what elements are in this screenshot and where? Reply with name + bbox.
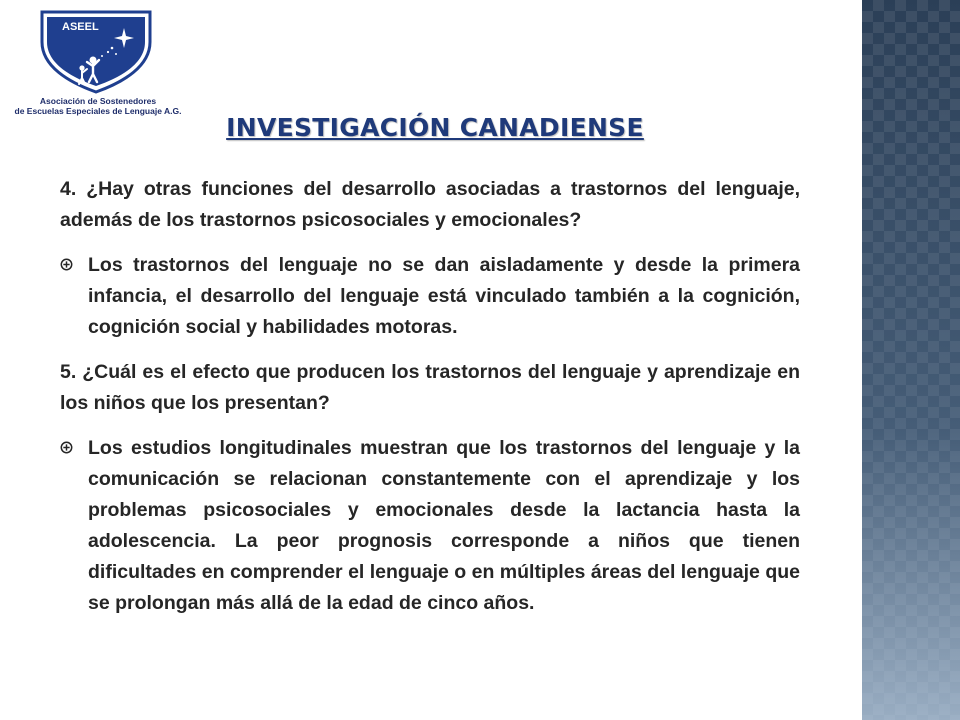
org-name-line-1: Asociación de Sostenedores [39,96,157,106]
slide-content [60,174,800,633]
circled-plus-icon [60,258,73,271]
slide-title: INVESTIGACIÓN CANADIENSE [226,113,644,142]
aseel-logo [8,8,188,126]
question-5: 5. ¿Cuál es el efecto que producen los trastornos del lenguaje y aprendizaje en los niños que los presentan? [60,361,800,414]
answer-5-text: Los estudios longitudinales muestran que los trastornos del lenguaje y la comunicación se relacionan constantemente con el aprendizaje y los problemas psicosociales y emocionales desde la lactancia hasta la adolescencia. La peor prognosis corresponde a niños que tienen dificultades en comprender el lenguaje o en múltiples áreas del lenguaje que se prolongan más allá de la edad de cinco años. [88,437,800,614]
answer-5 [60,433,800,619]
logo-acronym: ASEEL [62,21,99,33]
answer-4 [60,250,800,343]
decorative-side-gradient [862,0,960,720]
question-4: 4. ¿Hay otras funciones del desarrollo asociadas a trastornos del lenguaje, además de los trastornos psicosociales y emocionales? [60,178,800,231]
shield-logo-icon [36,8,156,94]
circled-plus-icon [60,441,73,454]
organization-name [8,96,188,116]
answer-4-text: Los trastornos del lenguaje no se dan aisladamente y desde la primera infancia, el desarrollo del lenguaje está vinculado también a la cognición, cognición social y habilidades motoras. [88,254,800,338]
org-name-line-2: de Escuelas Especiales de Lenguaje A.G. [14,106,182,116]
